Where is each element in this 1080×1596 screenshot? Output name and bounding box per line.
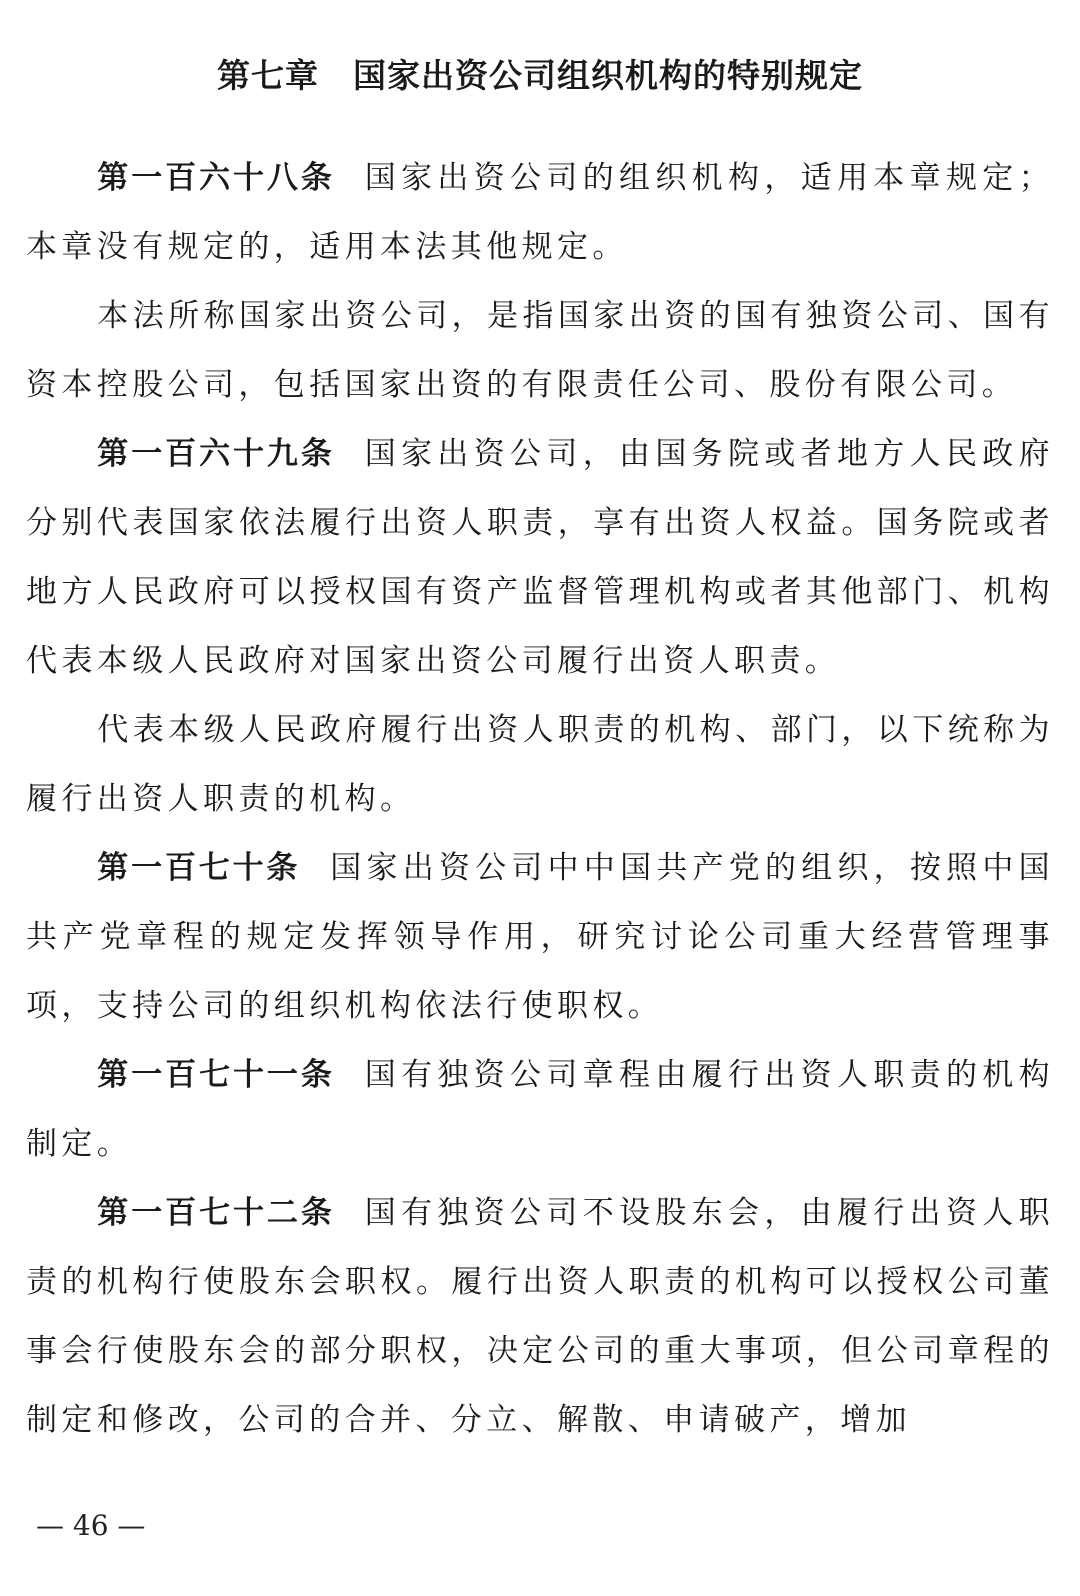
paragraph-169-2 [26,696,1054,834]
article-text: 国有独资公司不设股东会，由履行出资人职责的机构行使股东会职权。履行出资人职责的机构可以授权公司董事会行使股东会的部分职权，决定公司的重大事项，但公司章程的制定和修改，公司的合并、分立、解散、申请破产，增加 [26,1195,1054,1438]
article-text: 代表本级人民政府履行出资人职责的机构、部门，以下统称为履行出资人职责的机构。 [26,712,1054,817]
chapter-title: 第七章 国家出资公司组织机构的特别规定 [217,56,863,95]
article-number: 第一百七十一条 [97,1057,335,1093]
article-number: 第一百六十八条 [97,160,335,196]
article-text: 本法所称国家出资公司，是指国家出资的国有独资公司、国有资本控股公司，包括国家出资的有限责任公司、股份有限公司。 [26,298,1054,403]
paragraph-168-2 [26,282,1054,420]
page-number: — 46 — [36,1509,146,1542]
paragraph-172 [26,1179,1054,1455]
paragraph-168 [26,144,1054,282]
document-body [26,144,1054,1455]
article-number: 第一百六十九条 [97,436,335,472]
paragraph-171 [26,1041,1054,1179]
paragraph-170 [26,834,1054,1041]
article-text: 国家出资公司中中国共产党的组织，按照中国共产党章程的规定发挥领导作用，研究讨论公司重大经营管理事项，支持公司的组织机构依法行使职权。 [26,850,1054,1024]
article-text: 国家出资公司，由国务院或者地方人民政府分别代表国家依法履行出资人职责，享有出资人权益。国务院或者地方人民政府可以授权国有资产监督管理机构或者其他部门、机构代表本级人民政府对国家出资公司履行出资人职责。 [26,436,1054,679]
article-text: 国有独资公司章程由履行出资人职责的机构制定。 [26,1057,1054,1162]
paragraph-169 [26,420,1054,696]
article-number: 第一百七十条 [97,850,301,886]
article-text: 国家出资公司的组织机构，适用本章规定；本章没有规定的，适用本法其他规定。 [26,160,1054,265]
article-number: 第一百七十二条 [97,1195,335,1231]
